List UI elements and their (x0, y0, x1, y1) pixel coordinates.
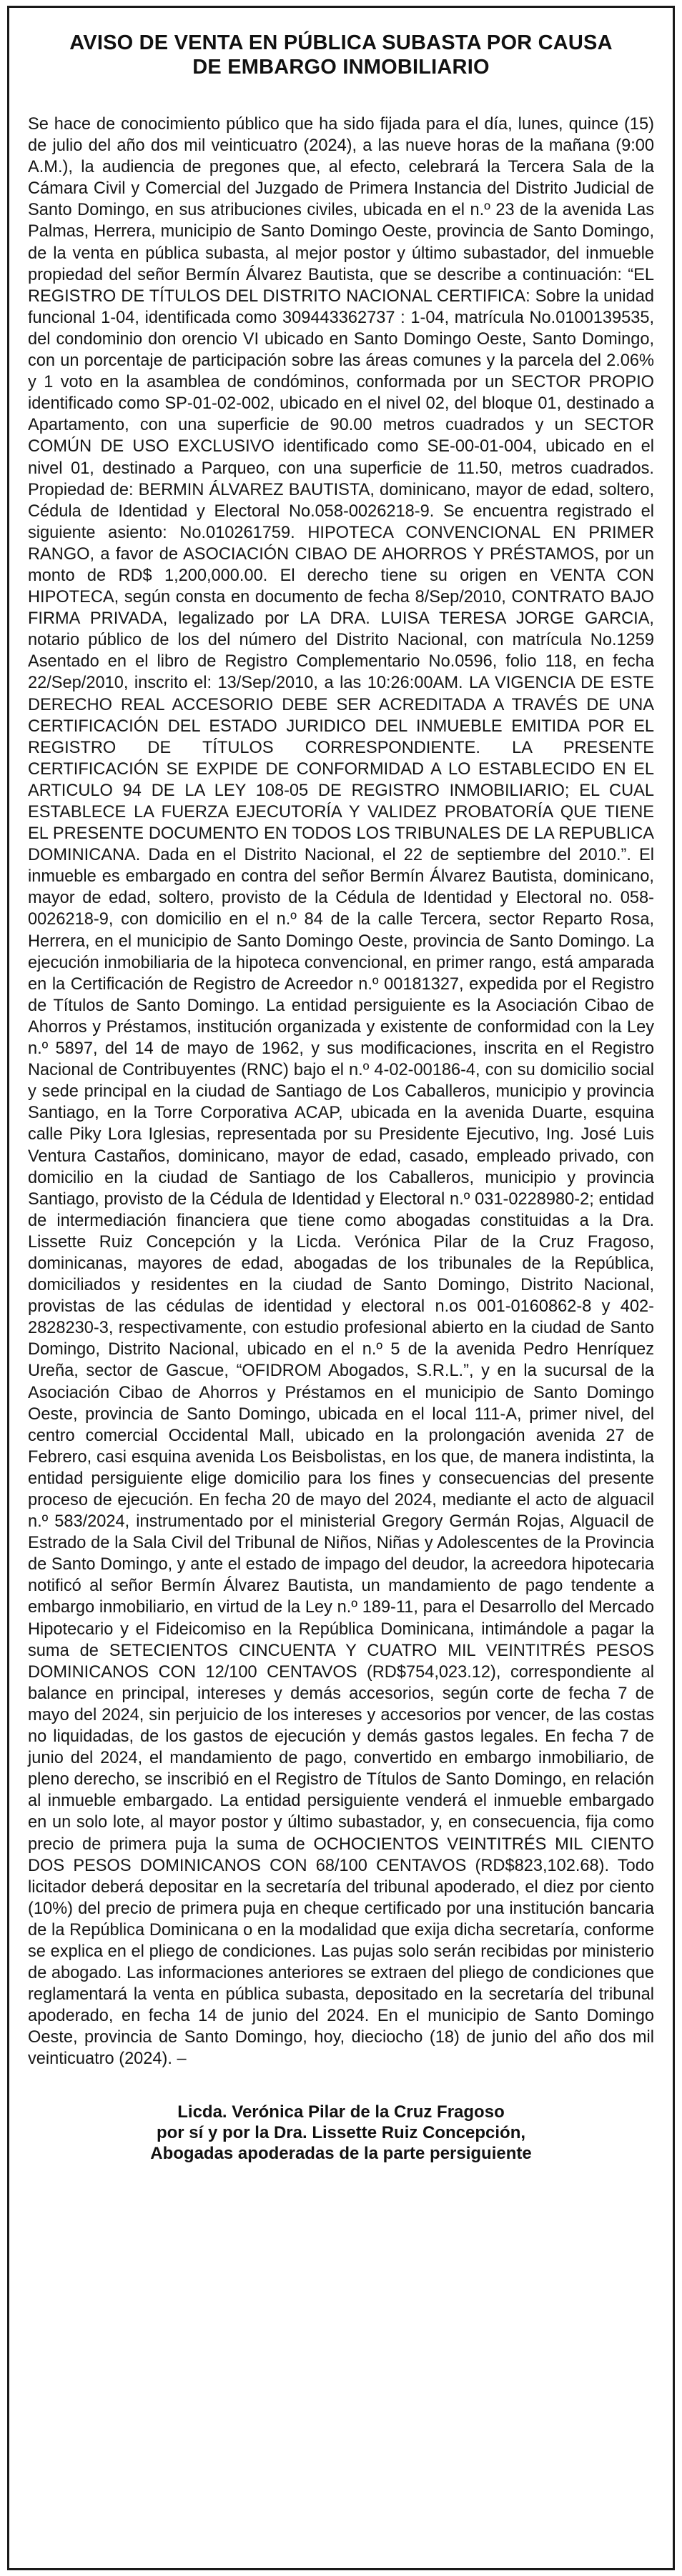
signature-block (28, 2102, 654, 2164)
notice-title-line-1: AVISO DE VENTA EN PÚBLICA SUBASTA POR CAUSA (69, 31, 613, 54)
notice-body-text: Se hace de conocimiento público que ha sido fijada para el día, lunes, quince (15) de julio del año dos mil veinticuatro (2024), a las nueve horas de la mañana (9:00 A.M.), la audiencia de pregones que, al efecto, celebrará la Tercera Sala de la Cámara Civil y Comercial del Juzgado de Primera Instancia del Distrito Judicial de Santo Domingo, en sus atribuciones civiles, ubicada en el n.º 23 de la avenida Las Palmas, Herrera, municipio de Santo Domingo Oeste, provincia de Santo Domingo, de la venta en pública subasta, al mejor postor y último subastador, del inmueble propiedad del señor Bermín Álvarez Bautista, que se describe a continuación: “EL REGISTRO DE TÍTULOS DEL DISTRITO NACIONAL CERTIFICA: Sobre la unidad funcional 1-04, identificada como 309443362737 : 1-04, matrícula No.0100139535, del condominio don orencio VI ubicado en Santo Domingo Oeste, Santo Domingo, con un porcentaje de participación sobre las áreas comunes y la parcela del 2.06% y 1 voto en la asamblea de condóminos, conformada por un SECTOR PROPIO identificado como SP-01-02-002, ubicado en el nivel 02, del bloque 01, destinado a Apartamento, con una superficie de 90.00 metros cuadrados y un SECTOR COMÚN DE USO EXCLUSIVO identificado como SE-00-01-004, ubicado en el nivel 01, destinado a Parqueo, con una superficie de 11.50, metros cuadrados. Propiedad de: BERMIN ÁLVAREZ BAUTISTA, dominicano, mayor de edad, soltero, Cédula de Identidad y Electoral No.058-0026218-9. Se encuentra registrado el siguiente asiento: No.010261759. HIPOTECA CONVENCIONAL EN PRIMER RANGO, a favor de ASOCIACIÓN CIBAO DE AHORROS Y PRÉSTAMOS, por un monto de RD$ 1,200,000.00. El derecho tiene su origen en VENTA CON HIPOTECA, según consta en documento de fecha 8/Sep/2010, CONTRATO BAJO FIRMA PRIVADA, legalizado por LA DRA. LUISA TERESA JORGE GARCIA, notario público de los del número del Distrito Nacional, con matrícula No.1259 Asentado en el libro de Registro Complementario No.0596, folio 118, en fecha 22/Sep/2010, inscrito el: 13/Sep/2010, a las 10:26:00AM. LA VIGENCIA DE ESTE DERECHO REAL ACCESORIO DEBE SER ACREDITADA A TRAVÉS DE UNA CERTIFICACIÓN DEL ESTADO JURIDICO DEL INMUEBLE EMITIDA POR EL REGISTRO DE TÍTULOS CORRESPONDIENTE. LA PRESENTE CERTIFICACIÓN SE EXPIDE DE CONFORMIDAD A LO ESTABLECIDO EN EL ARTICULO 94 DE LA LEY 108-05 DE REGISTRO INMOBILIARIO; EL CUAL ESTABLECE LA FUERZA EJECUTORÍA Y VALIDEZ PROBATORÍA QUE TIENE EL PRESENTE DOCUMENTO EN TODOS LOS TRIBUNALES DE LA REPUBLICA DOMINICANA. Dada en el Distrito Nacional, el 22 de septiembre del 2010.”. El inmueble es embargado en contra del señor Bermín Álvarez Bautista, dominicano, mayor de edad, soltero, provisto de la Cédula de Identidad y Electoral no. 058-0026218-9, con domicilio en el n.º 84 de la calle Tercera, sector Reparto Rosa, Herrera, en el municipio de Santo Domingo Oeste, provincia de Santo Domingo. La ejecución inmobiliaria de la hipoteca convencional, en primer rango, está amparada en la Certificación de Registro de Acreedor n.º 00181327, expedida por el Registro de Títulos de Santo Domingo. La entidad persiguiente es la Asociación Cibao de Ahorros y Préstamos, institución organizada y existente de conformidad con la Ley n.º 5897, del 14 de mayo de 1962, y sus modificaciones, inscrita en el Registro Nacional de Contribuyentes (RNC) bajo el n.º 4-02-00186-4, con su domicilio social y sede principal en la ciudad de Santiago de Los Caballeros, municipio y provincia Santiago, en la Torre Corporativa ACAP, ubicada en la avenida Duarte, esquina calle Piky Lora Iglesias, representada por su Presidente Ejecutivo, Ing. José Luis Ventura Castaños, dominicano, mayor de edad, casado, empleado privado, con domicilio en la ciudad de Santiago de los Caballeros, municipio y provincia Santiago, provisto de la Cédula de Identidad y Electoral n.º 031-0228980-2; entidad de intermediación financiera que tiene como abogadas constituidas a la Dra. Lissette Ruiz Concepción y la Licda. Verónica Pilar de la Cruz Fragoso, dominicanas, mayores de edad, abogadas de los tribunales de la República, domiciliados y residentes en la ciudad de Santo Domingo, Distrito Nacional, provistas de las cédulas de identidad y electoral n.os 001-0160862-8 y 402-2828230-3, respectivamente, con estudio profesional abierto en la ciudad de Santo Domingo, Distrito Nacional, ubicado en el n.º 5 de la avenida Pedro Henríquez Ureña, sector de Gascue, “OFIDROM Abogados, S.R.L.”, y en la sucursal de la Asociación Cibao de Ahorros y Préstamos en el municipio de Santo Domingo Oeste, provincia de Santo Domingo, ubicada en el local 111-A, primer nivel, del centro comercial Occidental Mall, ubicado en la prolongación avenida 27 de Febrero, casi esquina avenida Los Beisbolistas, en los que, de manera indistinta, la entidad persiguiente elige domicilio para los fines y consecuencias del presente proceso de ejecución. En fecha 20 de mayo del 2024, mediante el acto de alguacil n.º 583/2024, instrumentado por el ministerial Gregory Germán Rojas, Alguacil de Estrado de la Sala Civil del Tribunal de Niños, Niñas y Adolescentes de la Provincia de Santo Domingo, y ante el estado de impago del deudor, la acreedora hipotecaria notificó al señor Bermín Álvarez Bautista, un mandamiento de pago tendente a embargo inmobiliario, en virtud de la Ley n.º 189-11, para el Desarrollo del Mercado Hipotecario y el Fideicomiso en la República Dominicana, intimándole a pagar la suma de SETECIENTOS CINCUENTA Y CUATRO MIL VEINTITRÉS PESOS DOMINICANOS CON 12/100 CENTAVOS (RD$754,023.12), correspondiente al balance en principal, intereses y demás accesorios, según corte de fecha 7 de mayo del 2024, sin perjuicio de los intereses y accesorios por vencer, de las costas no liquidadas, de los gastos de ejecución y demás gastos legales. En fecha 7 de junio del 2024, el mandamiento de pago, convertido en embargo inmobiliario, de pleno derecho, se inscribió en el Registro de Títulos de Santo Domingo, en relación al inmueble embargado. La entidad persiguiente venderá el inmueble embargado en un solo lote, al mayor postor y último subastador, y, en consecuencia, fija como precio de primera puja la suma de OCHOCIENTOS VEINTITRÉS MIL CIENTO DOS PESOS DOMINICANOS CON 68/100 CENTAVOS (RD$823,102.68). Todo licitador deberá depositar en la secretaría del tribunal apoderado, el diez por ciento (10%) del precio de primera puja en cheque certificado por una institución bancaria de la República Dominicana o en la modalidad que exija dicha secretaría, conforme se explica en el pliego de condiciones. Las pujas solo serán recibidas por ministerio de abogado. Las informaciones anteriores se extraen del pliego de condiciones que reglamentará la venta en pública subasta, depositado en la secretaría del tribunal apoderado, en fecha 14 de junio del 2024. En el municipio de Santo Domingo Oeste, provincia de Santo Domingo, hoy, dieciocho (18) de junio del año dos mil veinticuatro (2024). – (28, 115, 654, 2069)
notice-border-frame (7, 6, 675, 2570)
notice-title (28, 31, 654, 79)
notice-title-line-2: DE EMBARGO INMOBILIARIO (192, 56, 490, 79)
signature-line-1: Licda. Verónica Pilar de la Cruz Fragoso (177, 2102, 505, 2122)
signature-line-2: por sí y por la Dra. Lissette Ruiz Concepción, (156, 2122, 526, 2142)
signature-line-3: Abogadas apoderadas de la parte persiguiente (150, 2143, 532, 2163)
